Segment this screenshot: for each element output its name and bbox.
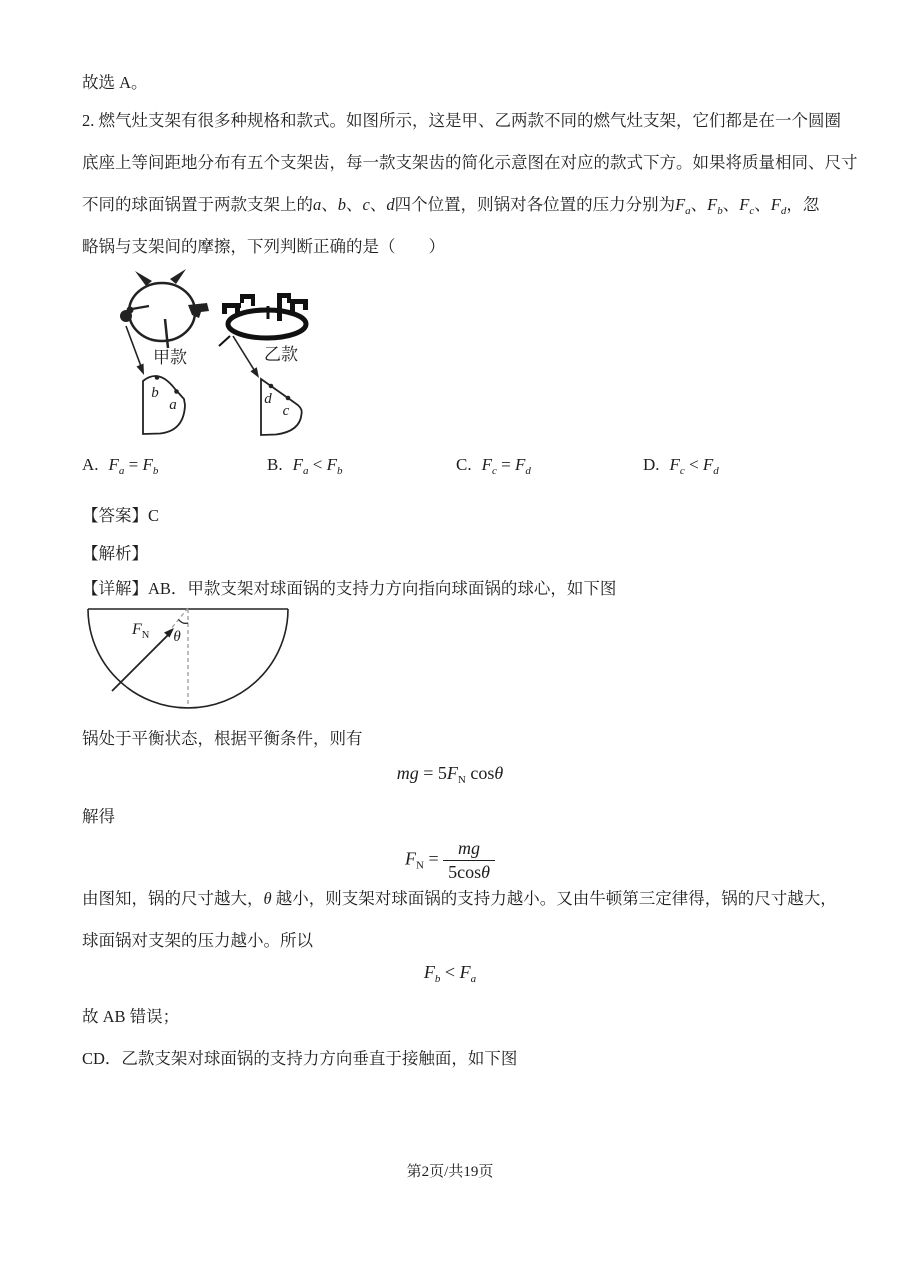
stove-jia-illustration: [120, 269, 209, 367]
point-b-label: b: [151, 385, 159, 401]
option-b: B. $F_a < F_b$: [267, 455, 343, 477]
jia-label: 甲款: [153, 348, 187, 367]
point-a-label: a: [169, 397, 177, 413]
equation-fb-lt-fa: $F_b < F_a$: [423, 962, 477, 985]
radius-dashed-line: [170, 608, 188, 630]
equation-mg-5fn: mg = $5F_N$ cosθ: [396, 763, 504, 786]
jia-prong-right: [188, 303, 209, 318]
option-a: A. $F_a = F_b$: [82, 455, 159, 477]
option-d: D. $F_c < F_d$: [643, 455, 719, 477]
yi-tooth-profile: [261, 379, 302, 435]
equation-fn-fraction: $F_N$ = $\frac{mg}{5\cos\theta}$: [0, 838, 900, 883]
point-d-dot: [269, 384, 274, 389]
jia-prong-bottom: [165, 319, 168, 348]
question-2-line-4: 略锅与支架间的摩擦，下列判断正确的是（ ）: [82, 237, 445, 256]
question-2-line-3: 不同的球面锅置于两款支架上的a、b、c、d四个位置，则锅对各位置的压力分别为$F_a$、$F_b$、$F_c$、$F_d$，忽: [82, 195, 820, 217]
fn-vector-label: $F_N$: [132, 621, 150, 641]
detail-line: 【详解】AB．甲款支架对球面锅的支持力方向指向球面锅的球心，如下图: [82, 579, 617, 598]
theta-label: θ: [173, 629, 181, 645]
point-c-label: c: [282, 403, 290, 419]
jia-tooth-profile: [143, 375, 185, 434]
page-footer: 第2页/共19页: [406, 1164, 494, 1180]
stove-supports-figure: [100, 262, 360, 462]
prev-answer-line: 故选 A。: [82, 73, 148, 92]
answer-line: 【答案】C: [82, 506, 160, 525]
jia-horn-left: [135, 271, 152, 286]
point-b-dot: [155, 375, 160, 380]
question-2-line-1: 2. 燃气灶支架有很多种规格和款式。如图所示，这是甲、乙两款不同的燃气灶支架，它们都是在一个圆圈: [82, 111, 841, 130]
point-d-label: d: [264, 391, 272, 407]
option-c: C. $F_c = F_d$: [456, 455, 531, 477]
solve-label: 解得: [82, 807, 115, 826]
question-2-line-2: 底座上等间距地分布有五个支架齿，每一款支架齿的简化示意图在对应的款式下方。如果将质量相同、尺寸: [82, 153, 858, 172]
cd-explanation-line: CD．乙款支架对球面锅的支持力方向垂直于接触面，如下图: [82, 1049, 518, 1068]
analysis-conclusion-line: 球面锅对支架的压力越小。所以: [82, 931, 313, 950]
analysis-line: 【解析】: [82, 544, 148, 563]
theta-angle-arc: [179, 620, 189, 624]
ab-wrong-line: 故 AB 错误；: [82, 1007, 180, 1026]
stove-yi-illustration: [219, 293, 308, 364]
point-a-dot: [174, 389, 179, 394]
pot-cross-section-figure: [80, 598, 320, 723]
yi-detail-arrow: [233, 336, 259, 378]
yi-label: 乙款: [264, 345, 298, 364]
jia-horn-right: [170, 269, 186, 284]
equilibrium-statement: 锅处于平衡状态，根据平衡条件，则有: [82, 729, 363, 748]
point-c-dot: [286, 396, 291, 401]
analysis-theta-line: 由图知，锅的尺寸越大，θ 越小，则支架对球面锅的支持力越小。又由牛顿第三定律得，锅的尺寸越大，: [82, 889, 837, 908]
